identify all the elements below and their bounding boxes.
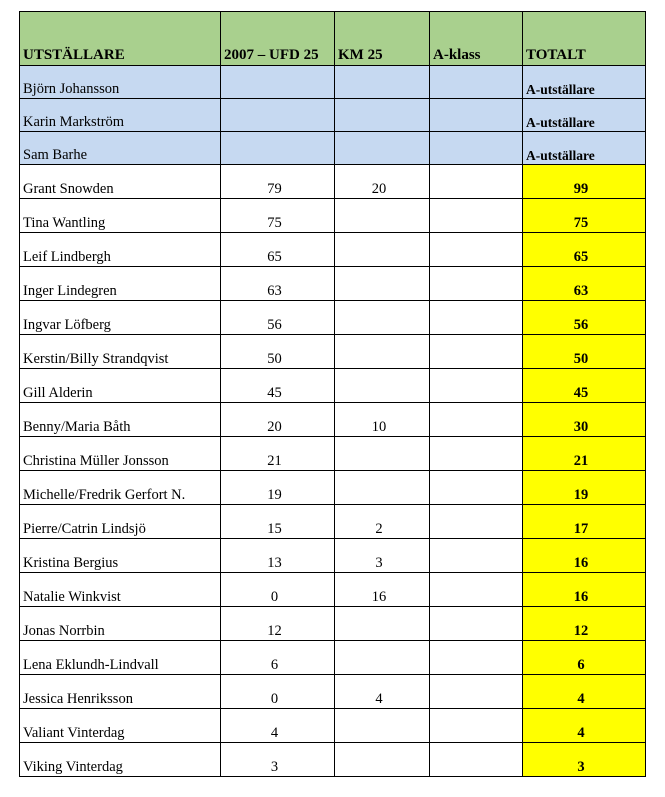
total-cell: A-utställare: [523, 99, 646, 132]
aklass-cell: [430, 199, 523, 233]
table-row: [20, 233, 646, 267]
exhibitor-name: Christina Müller Jonsson: [20, 437, 221, 471]
exhibitor-name: Lena Eklundh-Lindvall: [20, 641, 221, 675]
table-row: [20, 743, 646, 777]
ufd-cell: 79: [221, 165, 335, 199]
km-cell: [335, 66, 430, 99]
ufd-cell: 50: [221, 335, 335, 369]
ufd-cell: 56: [221, 301, 335, 335]
table-row: [20, 267, 646, 301]
ufd-cell: [221, 99, 335, 132]
aklass-cell: [430, 132, 523, 165]
total-cell: A-utställare: [523, 132, 646, 165]
total-cell: 50: [523, 335, 646, 369]
total-cell: A-utställare: [523, 66, 646, 99]
aklass-cell: [430, 369, 523, 403]
table-row: [20, 471, 646, 505]
ufd-cell: 75: [221, 199, 335, 233]
table-row: [20, 675, 646, 709]
total-cell: 21: [523, 437, 646, 471]
aklass-cell: [430, 403, 523, 437]
table-row: [20, 335, 646, 369]
aklass-cell: [430, 267, 523, 301]
exhibitor-name: Jonas Norrbin: [20, 607, 221, 641]
km-cell: [335, 641, 430, 675]
total-cell: 3: [523, 743, 646, 777]
table-row: [20, 165, 646, 199]
header-exhibitor: UTSTÄLLARE: [20, 12, 221, 66]
exhibitor-name: Gill Alderin: [20, 369, 221, 403]
total-cell: 99: [523, 165, 646, 199]
total-cell: 4: [523, 675, 646, 709]
a-exhibitor-row: [20, 132, 646, 165]
exhibitor-name: Sam Barhe: [20, 132, 221, 165]
total-cell: 56: [523, 301, 646, 335]
exhibitor-name: Kerstin/Billy Strandqvist: [20, 335, 221, 369]
exhibitor-name: Grant Snowden: [20, 165, 221, 199]
aklass-cell: [430, 709, 523, 743]
ufd-cell: 0: [221, 675, 335, 709]
table-row: [20, 369, 646, 403]
total-cell: 12: [523, 607, 646, 641]
total-cell: 16: [523, 573, 646, 607]
km-cell: [335, 471, 430, 505]
km-cell: 16: [335, 573, 430, 607]
results-table: [19, 11, 646, 777]
exhibitor-name: Tina Wantling: [20, 199, 221, 233]
header-ufd: 2007 – UFD 25: [221, 12, 335, 66]
exhibitor-name: Jessica Henriksson: [20, 675, 221, 709]
aklass-cell: [430, 675, 523, 709]
exhibitor-name: Inger Lindegren: [20, 267, 221, 301]
aklass-cell: [430, 641, 523, 675]
total-cell: 17: [523, 505, 646, 539]
table-row: [20, 573, 646, 607]
a-exhibitor-row: [20, 66, 646, 99]
ufd-cell: 13: [221, 539, 335, 573]
exhibitor-name: Karin Markström: [20, 99, 221, 132]
exhibitor-name: Valiant Vinterdag: [20, 709, 221, 743]
total-cell: 63: [523, 267, 646, 301]
exhibitor-name: Ingvar Löfberg: [20, 301, 221, 335]
exhibitor-name: Viking Vinterdag: [20, 743, 221, 777]
header-total: TOTALT: [523, 12, 646, 66]
aklass-cell: [430, 505, 523, 539]
ufd-cell: 12: [221, 607, 335, 641]
aklass-cell: [430, 233, 523, 267]
table-row: [20, 539, 646, 573]
exhibitor-name: Björn Johansson: [20, 66, 221, 99]
km-cell: [335, 709, 430, 743]
table-row: [20, 301, 646, 335]
km-cell: 20: [335, 165, 430, 199]
ufd-cell: 21: [221, 437, 335, 471]
ufd-cell: 4: [221, 709, 335, 743]
exhibitor-name: Benny/Maria Båth: [20, 403, 221, 437]
aklass-cell: [430, 301, 523, 335]
km-cell: 3: [335, 539, 430, 573]
aklass-cell: [430, 607, 523, 641]
aklass-cell: [430, 471, 523, 505]
table-row: [20, 641, 646, 675]
table-row: [20, 437, 646, 471]
header-aklass: A-klass: [430, 12, 523, 66]
ufd-cell: 65: [221, 233, 335, 267]
km-cell: [335, 437, 430, 471]
total-cell: 16: [523, 539, 646, 573]
exhibitor-name: Kristina Bergius: [20, 539, 221, 573]
km-cell: [335, 199, 430, 233]
ufd-cell: 45: [221, 369, 335, 403]
km-cell: 2: [335, 505, 430, 539]
a-exhibitor-row: [20, 99, 646, 132]
km-cell: [335, 267, 430, 301]
ufd-cell: [221, 66, 335, 99]
total-cell: 4: [523, 709, 646, 743]
ufd-cell: 3: [221, 743, 335, 777]
ufd-cell: 20: [221, 403, 335, 437]
aklass-cell: [430, 573, 523, 607]
table-body: [20, 66, 646, 777]
km-cell: 10: [335, 403, 430, 437]
aklass-cell: [430, 743, 523, 777]
total-cell: 6: [523, 641, 646, 675]
km-cell: [335, 369, 430, 403]
exhibitor-name: Michelle/Fredrik Gerfort N.: [20, 471, 221, 505]
aklass-cell: [430, 99, 523, 132]
aklass-cell: [430, 66, 523, 99]
table-row: [20, 505, 646, 539]
aklass-cell: [430, 335, 523, 369]
km-cell: [335, 743, 430, 777]
header-km: KM 25: [335, 12, 430, 66]
header-row: [20, 12, 646, 66]
total-cell: 19: [523, 471, 646, 505]
ufd-cell: [221, 132, 335, 165]
total-cell: 30: [523, 403, 646, 437]
ufd-cell: 6: [221, 641, 335, 675]
km-cell: [335, 335, 430, 369]
km-cell: [335, 132, 430, 165]
km-cell: [335, 233, 430, 267]
total-cell: 75: [523, 199, 646, 233]
exhibitor-name: Natalie Winkvist: [20, 573, 221, 607]
aklass-cell: [430, 539, 523, 573]
aklass-cell: [430, 165, 523, 199]
exhibitor-name: Leif Lindbergh: [20, 233, 221, 267]
km-cell: [335, 99, 430, 132]
aklass-cell: [430, 437, 523, 471]
ufd-cell: 0: [221, 573, 335, 607]
km-cell: [335, 607, 430, 641]
km-cell: [335, 301, 430, 335]
table-row: [20, 607, 646, 641]
total-cell: 65: [523, 233, 646, 267]
exhibitor-name: Pierre/Catrin Lindsjö: [20, 505, 221, 539]
table-row: [20, 403, 646, 437]
km-cell: 4: [335, 675, 430, 709]
total-cell: 45: [523, 369, 646, 403]
ufd-cell: 19: [221, 471, 335, 505]
table-row: [20, 199, 646, 233]
ufd-cell: 63: [221, 267, 335, 301]
table-row: [20, 709, 646, 743]
ufd-cell: 15: [221, 505, 335, 539]
